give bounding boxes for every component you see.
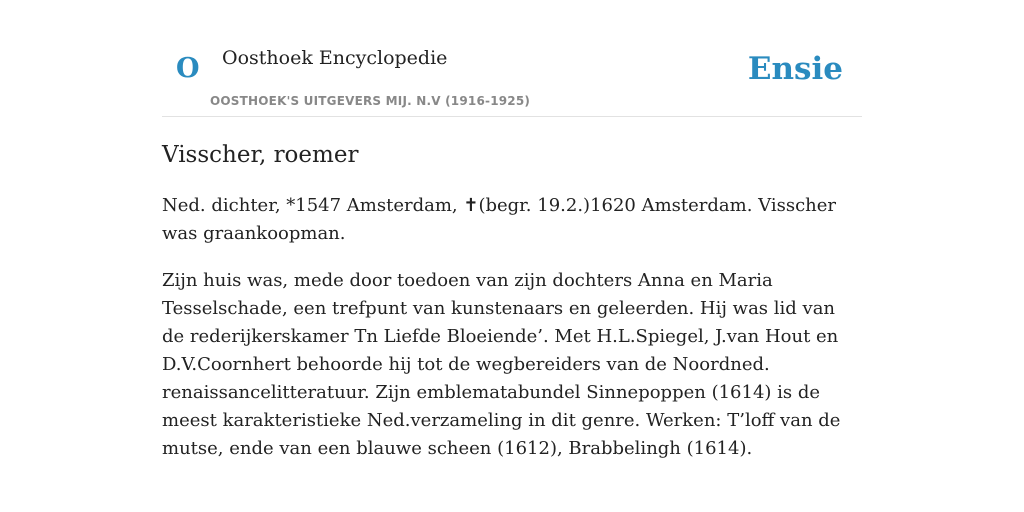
brand-logo-link[interactable]: Ensie: [747, 51, 843, 87]
source-subtitle: OOSTHOEK'S UITGEVERS MIJ. N.V (1916-1925): [210, 94, 531, 108]
entry-paragraph-1: Ned. dichter, *1547 Amsterdam, ✝(begr. 19.2.)1620 Amsterdam. Visscher was graankoopman.: [162, 195, 836, 244]
source-title[interactable]: Oosthoek Encyclopedie: [222, 47, 448, 69]
entry-title: Visscher, roemer: [162, 142, 359, 168]
entry-content: [162, 192, 862, 482]
source-header: [162, 0, 862, 117]
entry-paragraph-2: Zijn huis was, mede door toedoen van zijn dochters Anna en Maria Tesselschade, een trefpunt van kunstenaars en geleerden. Hij was lid van de rederijkerskamer Tn Liefde Bloeiende’. Met H.L.Spiegel, J.van Hout en D.V.Coornhert behoorde hij tot de wegbereiders van de Noordned. renaissancelitteratuur. Zijn emblematabundel Sinnepoppen (1614) is de meest karakteristieke Ned.verzameling in dit genre. Werken: T’loff van de mutse, ende van een blauwe scheen (1612), Brabbelingh (1614).: [162, 270, 841, 459]
source-logo-icon: O: [176, 53, 200, 84]
